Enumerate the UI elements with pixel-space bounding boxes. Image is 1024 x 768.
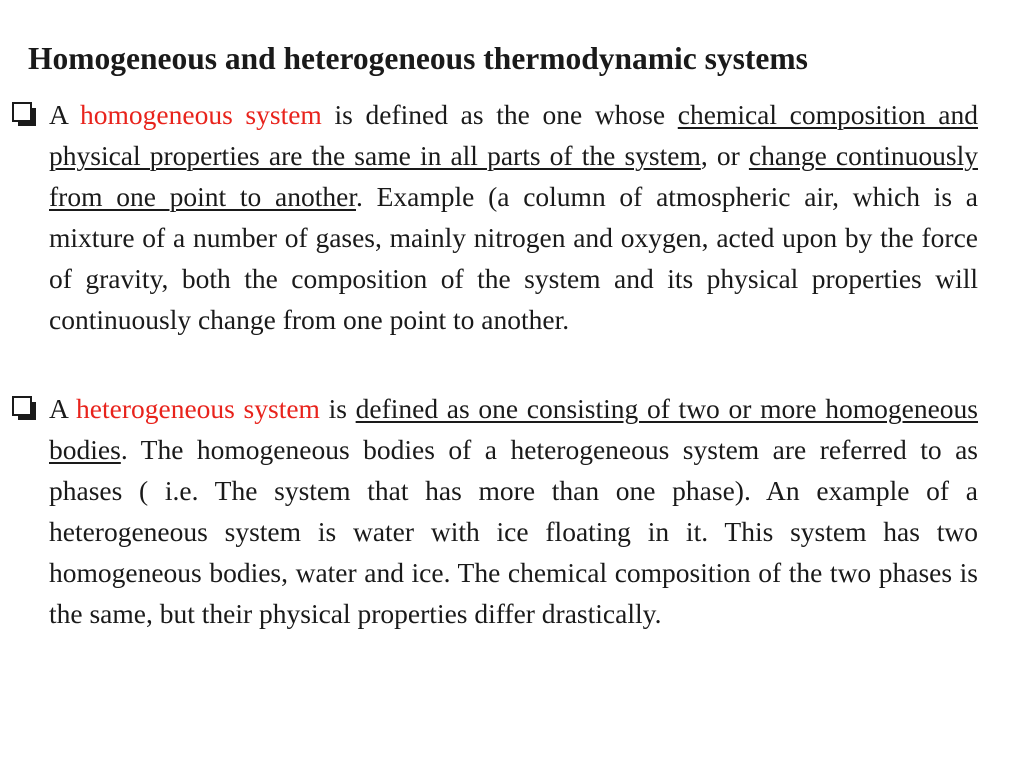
text-run: , or: [700, 140, 749, 171]
term-heterogeneous-system: heterogeneous system: [76, 393, 320, 424]
underlined-definition: change continuously from one point to another: [49, 140, 978, 212]
bullet-homogeneous: [10, 94, 978, 340]
text-run: . Example (a column of atmospheric air, which is a mixture of a number of gases, mainly nitrogen and oxygen, acted upon by the force of gravity, both the composition of the system and its physical properties will continuously change from one point to another.: [49, 181, 978, 335]
text-run: A: [49, 99, 81, 130]
bullet-text: [49, 94, 978, 340]
slide-title: Homogeneous and heterogeneous thermodynamic systems: [28, 41, 808, 76]
text-run: A: [49, 393, 77, 424]
bullet-heterogeneous: [10, 388, 978, 634]
text-run: is defined as the one whose: [321, 99, 678, 130]
underlined-definition: defined as one consisting of two or more homogeneous bodies: [49, 393, 979, 465]
term-homogeneous-system: homogeneous system: [80, 99, 322, 130]
bullet-text: [49, 388, 978, 634]
underlined-definition: chemical composition and physical properties are the same in all parts of the system: [49, 99, 979, 171]
hollow-square-bullet-icon: [10, 100, 40, 130]
text-run: is: [319, 393, 356, 424]
text-run: . The homogeneous bodies of a heterogeneous system are referred to as phases ( i.e. The system that has more than one phase). An example of a heterogeneous system is water with ice floating in it. This system has two homogeneous bodies, water and ice. The chemical composition of the two phases is the same, but their physical properties differ drastically.: [49, 434, 978, 629]
hollow-square-bullet-icon: [10, 394, 40, 424]
